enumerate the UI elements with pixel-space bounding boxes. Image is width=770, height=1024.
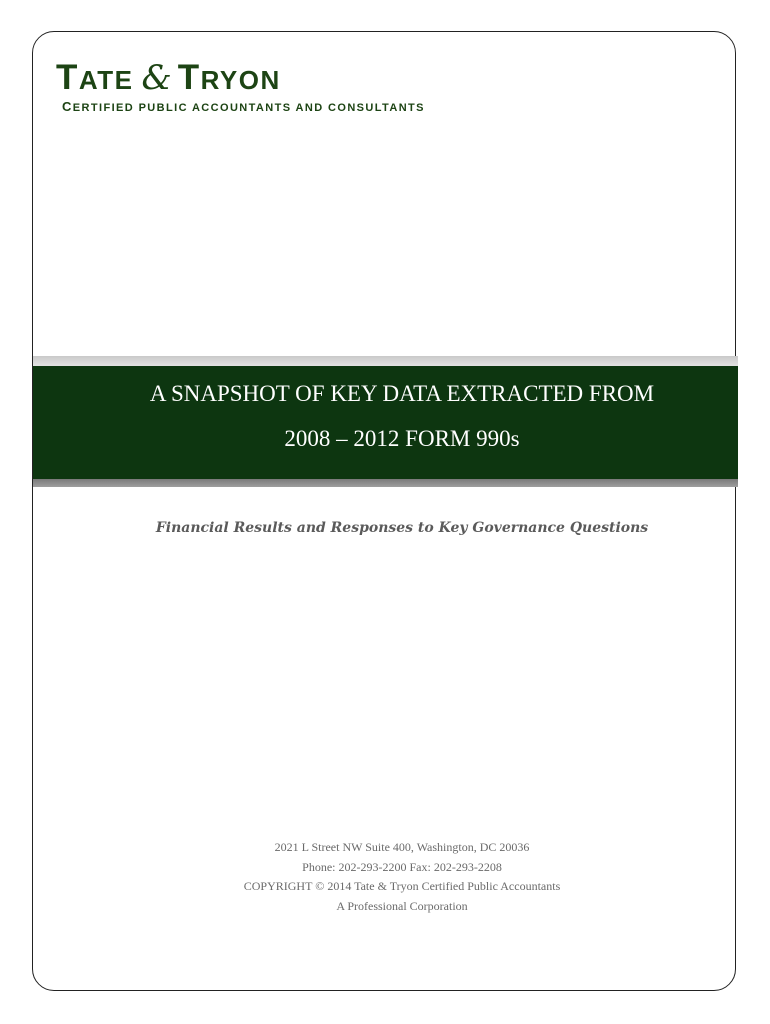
document-title-line-1: A SNAPSHOT OF KEY DATA EXTRACTED FROM	[149, 381, 655, 406]
footer-address: 2021 L Street NW Suite 400, Washington, DC 20036	[274, 840, 530, 854]
footer-corporation: A Professional Corporation	[336, 898, 468, 913]
document-subtitle: Financial Results and Responses to Key Governance Questions	[155, 520, 649, 536]
logo-initial-t2: T	[177, 58, 201, 97]
logo-name-rest-2: RYON	[200, 65, 281, 95]
logo-wordmark	[56, 58, 425, 98]
footer-copyright: COPYRIGHT © 2014 Tate & Tryon Certified Public Accountants	[243, 879, 561, 893]
document-title-line-2: 2008 – 2012 FORM 990s	[284, 426, 520, 451]
logo-ampersand: &	[141, 58, 172, 98]
company-logo	[56, 60, 425, 114]
band-bottom-rule	[33, 479, 738, 487]
footer-phone-fax: Phone: 202-293-2200 Fax: 202-293-2208	[302, 859, 502, 874]
logo-initial-t: T	[56, 58, 79, 97]
logo-name-rest-1: ATE	[78, 65, 134, 95]
logo-tagline: CERTIFIED PUBLIC ACCOUNTANTS AND CONSULTANTS	[62, 99, 425, 114]
footer	[0, 838, 770, 916]
band-top-rule	[33, 356, 738, 366]
